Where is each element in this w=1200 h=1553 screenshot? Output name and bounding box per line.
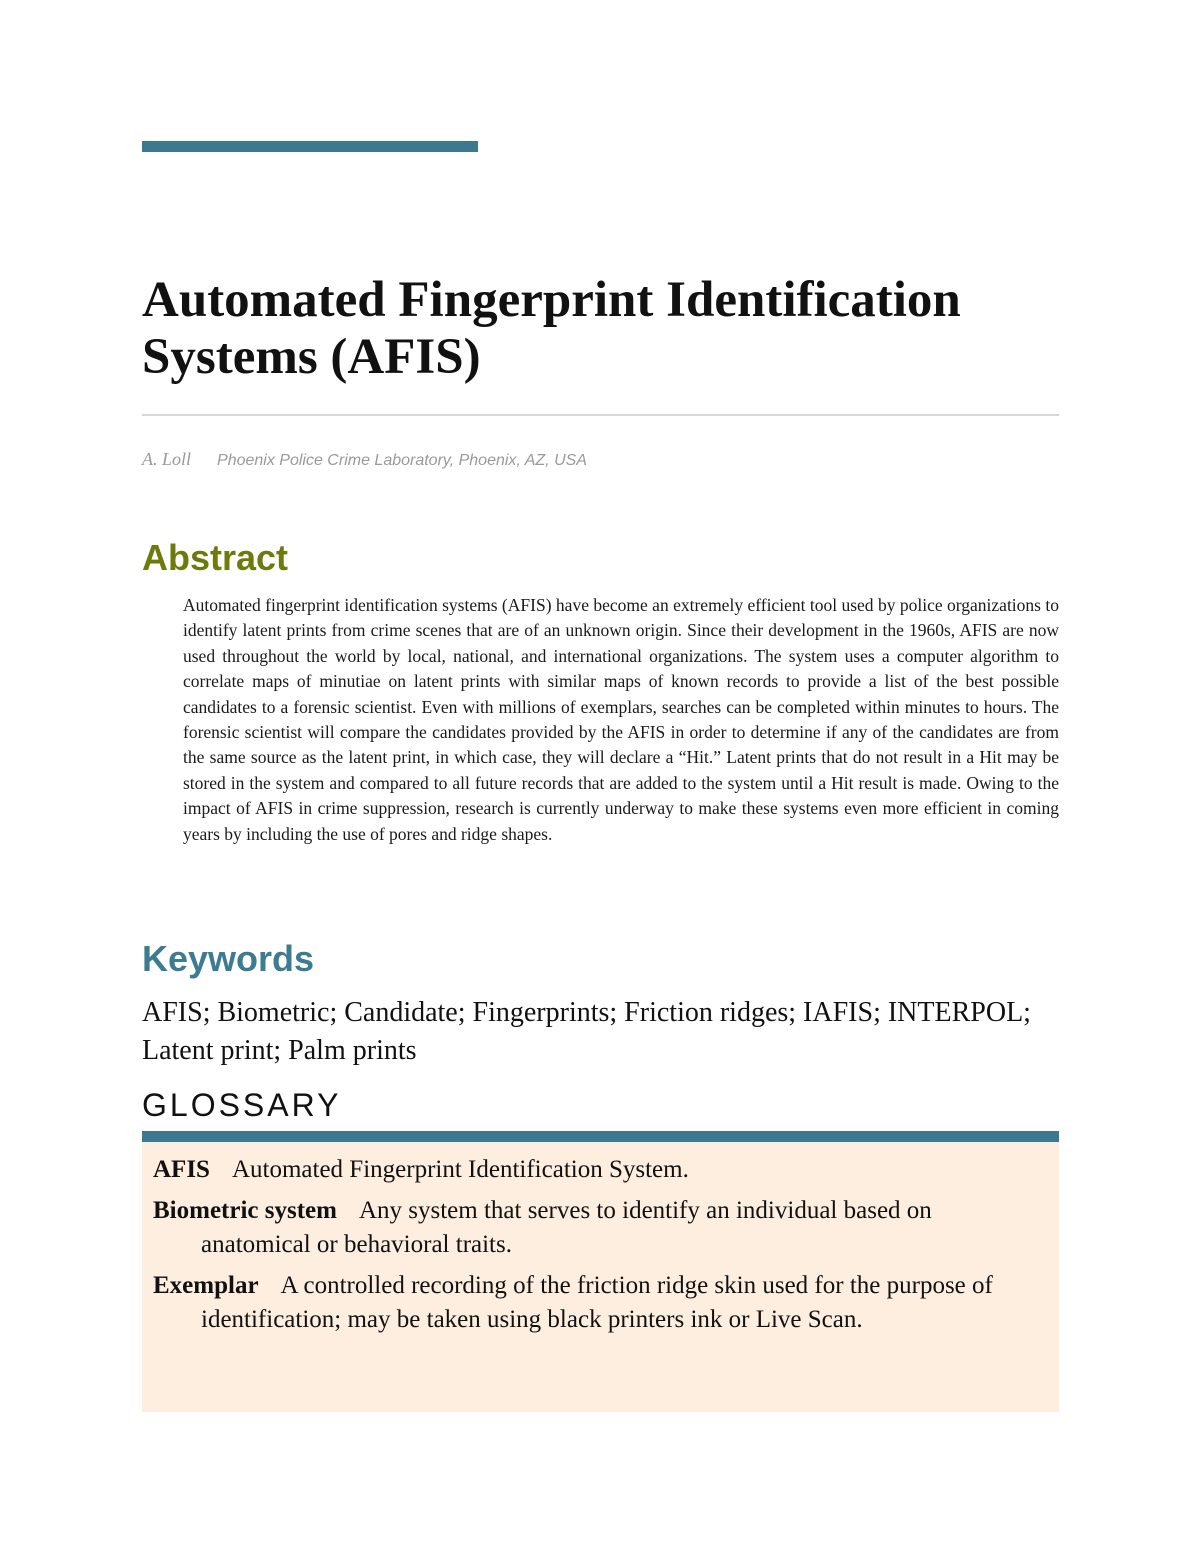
- glossary-term: AFIS: [153, 1156, 210, 1183]
- abstract-text: Automated fingerprint identification systems (AFIS) have become an extremely efficient tool used by police organizations to identify latent prints from crime scenes that are of an unknown origin. Since their development in the 1960s, AFIS are now used throughout the world by local, national, and international organizations. The system uses a computer algorithm to correlate maps of minutiae on latent prints with similar maps of known records to provide a list of the best possible candidates to a forensic scientist. Even with millions of exemplars, searches can be completed within minutes to hours. The forensic scientist will compare the candidates provided by the AFIS in order to determine if any of the candidates are from the same source as the latent print, in which case, they will declare a “Hit.” Latent prints that do not result in a Hit may be stored in the system and compared to all future records that are added to the system until a Hit result is made. Owing to the impact of AFIS in crime suppression, research is currently underway to make these systems even more efficient in coming years by including the use of pores and ridge shapes.: [183, 595, 1059, 844]
- glossary-definition: Any system that serves to identify an individual based on anatomical or behavioral traits.: [201, 1197, 932, 1258]
- article-title: Automated Fingerprint Identification Systems (AFIS): [142, 272, 961, 385]
- glossary-definition: Automated Fingerprint Identification System.: [231, 1156, 689, 1183]
- author-affiliation: Phoenix Police Crime Laboratory, Phoenix, AZ, USA: [217, 452, 587, 469]
- glossary-box: [142, 1131, 1059, 1412]
- glossary-entry: [142, 1194, 1059, 1262]
- glossary-entry: [142, 1269, 1059, 1337]
- keywords-heading: Keywords: [142, 938, 315, 979]
- glossary-definition: A controlled recording of the friction ridge skin used for the purpose of identification; may be taken using black printers ink or Live Scan.: [201, 1272, 993, 1333]
- author-name: A. Loll: [142, 449, 192, 469]
- keywords-list: AFIS; Biometric; Candidate; Fingerprints; Friction ridges; IAFIS; INTERPOL; Latent print; Palm prints: [142, 997, 1031, 1066]
- byline: [142, 449, 587, 470]
- title-divider: [142, 414, 1059, 416]
- glossary-heading: GLOSSARY: [142, 1087, 342, 1123]
- glossary-term: Exemplar: [153, 1272, 259, 1299]
- glossary-term: Biometric system: [153, 1197, 337, 1224]
- glossary-entry: [142, 1153, 1059, 1187]
- header-accent-bar: [142, 141, 478, 152]
- abstract-heading: Abstract: [142, 537, 289, 578]
